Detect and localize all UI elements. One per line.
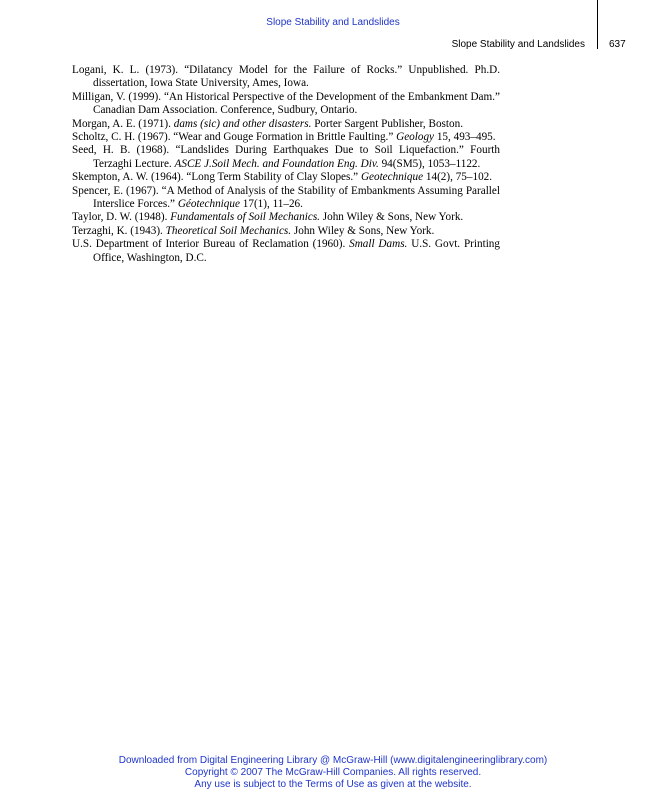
reference-entry: Logani, K. L. (1973). “Dilatancy Model for the Failure of Rocks.” Unpublished. Ph.D. dissertation, Iowa State University, Ames, Iowa. [72, 64, 500, 90]
reference-entry: Taylor, D. W. (1948). Fundamentals of Soil Mechanics. John Wiley & Sons, New York. [72, 211, 464, 224]
reference-entry: Seed, H. B. (1968). “Landslides During Earthquakes Due to Soil Liquefaction.” Fourth Terzaghi Lecture. ASCE J.Soil Mech. and Foundation Eng. Div. 94(SM5), 1053–1122. [72, 144, 500, 170]
footer-terms-link[interactable]: Any use is subject to the Terms of Use as given at the website. [194, 779, 472, 790]
footer-download-link[interactable]: Downloaded from Digital Engineering Library @ McGraw-Hill (www.digitalengineeringlibrary.com) [118, 755, 548, 766]
footer-copyright-link[interactable]: Copyright © 2007 The McGraw-Hill Companies. All rights reserved. [184, 767, 482, 778]
reference-entry: Skempton, A. W. (1964). “Long Term Stability of Clay Slopes.” Geotechnique 14(2), 75–102. [72, 171, 493, 184]
header-divider [597, 0, 598, 49]
footer [0, 755, 666, 791]
reference-list [72, 64, 500, 265]
reference-entry: Scholtz, C. H. (1967). “Wear and Gouge Formation in Brittle Faulting.” Geology 15, 493–495. [72, 131, 496, 144]
running-head-title: Slope Stability and Landslides [451, 39, 585, 50]
reference-entry: Morgan, A. E. (1971). dams (sic) and other disasters. Porter Sargent Publisher, Boston. [72, 117, 464, 130]
reference-entry: Spencer, E. (1967). “A Method of Analysis of the Stability of Embankments Assuming Parallel Interslice Forces.” Géotechnique 17(1), 11–26. [72, 184, 500, 211]
page-number: 637 [609, 39, 626, 50]
reference-entry: Terzaghi, K. (1943). Theoretical Soil Mechanics. John Wiley & Sons, New York. [72, 224, 435, 237]
book-title-link[interactable]: Slope Stability and Landslides [266, 17, 400, 28]
reference-entry: Milligan, V. (1999). “An Historical Perspective of the Development of the Embankment Dam.” Canadian Dam Association. Conference, Sudbury, Ontario. [72, 90, 500, 117]
reference-entry: U.S. Department of Interior Bureau of Reclamation (1960). Small Dams. U.S. Govt. Printing Office, Washington, D.C. [72, 238, 500, 264]
